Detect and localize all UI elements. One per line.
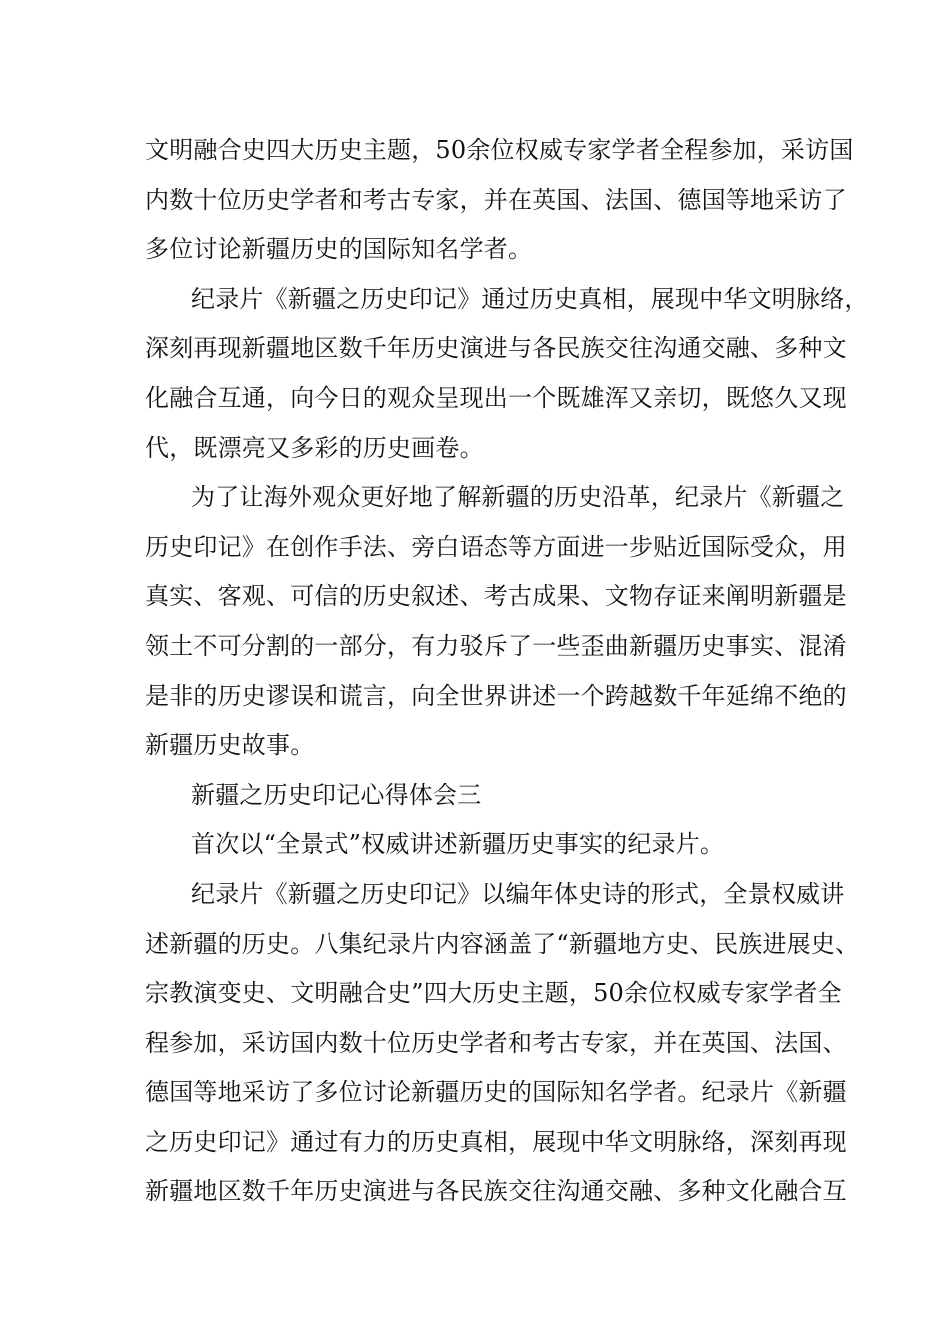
paragraph-first-line: 纪录片《新疆之历史印记》以编年体史诗的形式，全景权威讲 (191, 879, 845, 908)
text-line: 内数十位历史学者和考古专家，并在英国、法国、德国等地采访了 (145, 185, 847, 214)
text-line: 历史印记》在创作手法、旁白语态等方面进一步贴近国际受众，用 (145, 532, 847, 561)
text-line: 程参加，采访国内数十位历史学者和考古专家，并在英国、法国、 (145, 1028, 847, 1057)
paragraph-first-line: 纪录片《新疆之历史印记》通过历史真相，展现中华文明脉络， (191, 284, 869, 313)
text-line: 文明融合史四大历史主题，50余位权威专家学者全程参加，采访国 (145, 136, 854, 164)
text-line: 宗教演变史、文明融合史”四大历史主题，50余位权威专家学者全 (145, 979, 842, 1008)
text-line: 述新疆的历史。八集纪录片内容涵盖了“新疆地方史、民族进展史、 (145, 929, 860, 958)
paragraph-first-line: 为了让海外观众更好地了解新疆的历史沿革，纪录片《新疆之 (191, 483, 845, 512)
text-line: 领土不可分割的一部分，有力驳斥了一些歪曲新疆历史事实、混淆 (145, 631, 847, 660)
section-heading: 新疆之历史印记心得体会三 (191, 780, 482, 809)
text-line: 代，既漂亮又多彩的历史画卷。 (145, 433, 484, 462)
document-body (145, 126, 869, 1217)
text-line: 德国等地采访了多位讨论新疆历史的国际知名学者。纪录片《新疆 (145, 1078, 847, 1107)
text-line: 新疆历史故事。 (145, 731, 315, 760)
paragraph-first-line: 首次以“全景式”权威讲述新疆历史事实的纪录片。 (191, 830, 725, 859)
text-line: 之历史印记》通过有力的历史真相，展现中华文明脉络，深刻再现 (145, 1127, 847, 1156)
text-line: 深刻再现新疆地区数千年历史演进与各民族交往沟通交融、多种文 (145, 334, 847, 363)
text-line: 是非的历史谬误和谎言，向全世界讲述一个跨越数千年延绵不绝的 (145, 681, 847, 710)
text-line: 真实、客观、可信的历史叙述、考古成果、文物存证来阐明新疆是 (145, 582, 847, 611)
text-line: 化融合互通，向今日的观众呈现出一个既雄浑又亲切，既悠久又现 (145, 383, 847, 412)
text-line: 新疆地区数千年历史演进与各民族交往沟通交融、多种文化融合互 (145, 1177, 847, 1206)
text-line: 多位讨论新疆历史的国际知名学者。 (145, 235, 533, 264)
